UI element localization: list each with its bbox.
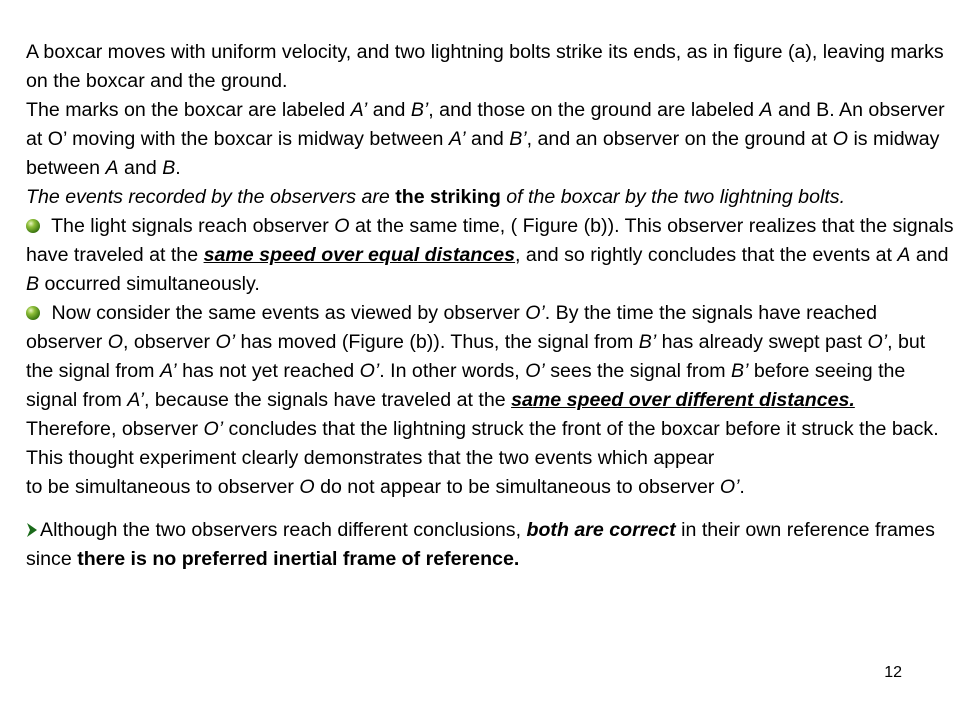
- bullet-observer-o-prime: Now consider the same events as viewed by observer O’. By the time the signals have reached observer O, observer O’ has moved (Figure (b)). Thus, the signal from B’ has already swept past O’, but the signal from A’ has not yet reached O’. In other words, O’ sees the signal from B’ before seeing the signal from A’, because the signals have traveled at the same speed over different distances.: [26, 302, 926, 411]
- paragraph-conclusion: Although the two observers reach different conclusions, both are correct in their own reference frames since there is no preferred inertial frame of reference.: [26, 519, 935, 570]
- emphasis-different-distances: same speed over different distances.: [511, 389, 855, 411]
- paragraph-therefore: Therefore, observer O’ concludes that the lightning struck the front of the boxcar before it struck the back.: [26, 418, 939, 440]
- page-number: 12: [884, 664, 902, 681]
- green-sphere-bullet-icon: [26, 219, 40, 233]
- paragraph-events: The events recorded by the observers are the striking of the boxcar by the two lightning bolts.: [26, 186, 846, 208]
- emphasis-equal-distances: same speed over equal distances: [203, 244, 516, 266]
- paragraph-intro: A boxcar moves with uniform velocity, and two lightning bolts strike its ends, as in figure (a), leaving marks on the boxcar and the ground.: [26, 41, 944, 92]
- paragraph-labels: The marks on the boxcar are labeled A’ and B’, and those on the ground are labeled A and B. An observer at O’ moving with the boxcar is midway between A’ and B’, and an observer on the ground at O is midway between A and B.: [26, 99, 945, 179]
- slide-body: [26, 38, 954, 574]
- green-sphere-bullet-icon: [26, 306, 40, 320]
- arrow-bullet-icon: [26, 522, 38, 538]
- paragraph-thought-experiment: This thought experiment clearly demonstrates that the two events which appear to be simultaneous to observer O do not appear to be simultaneous to observer O’.: [26, 447, 745, 498]
- bullet-observer-o: The light signals reach observer O at the same time, ( Figure (b)). This observer realizes that the signals have traveled at the same speed over equal distances, and so rightly concludes that the events at A and B occurred simultaneously.: [26, 215, 954, 295]
